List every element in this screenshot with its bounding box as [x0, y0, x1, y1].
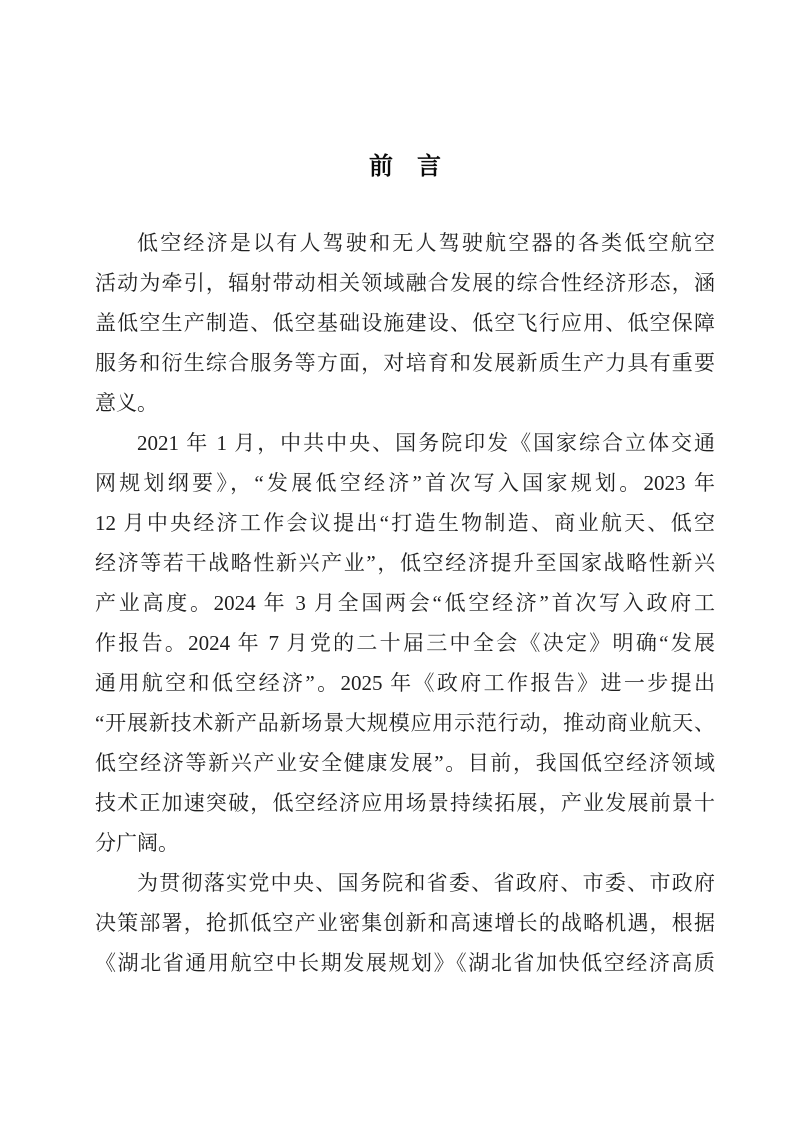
text-line: 低空经济等新兴产业安全健康发展”。目前，我国低空经济领域 — [95, 751, 715, 775]
text-line: 网规划纲要》，“发展低空经济”首次写入国家规划。2023 年 — [95, 471, 715, 495]
text-line: 《湖北省通用航空中长期发展规划》《湖北省加快低空经济高质 — [95, 951, 715, 975]
text-line: 低空经济是以有人驾驶和无人驾驶航空器的各类低空航空 — [137, 231, 715, 255]
text-line: 活动为牵引，辐射带动相关领域融合发展的综合性经济形态，涵 — [95, 271, 715, 295]
text-line: 意义。 — [95, 391, 158, 415]
text-line: 决策部署，抢抓低空产业密集创新和高速增长的战略机遇，根据 — [95, 911, 715, 935]
text-line: 12 月中央经济工作会议提出“打造生物制造、商业航天、低空 — [95, 511, 715, 535]
text-line: 分广阔。 — [95, 831, 179, 855]
text-line: 产业高度。2024 年 3 月全国两会“低空经济”首次写入政府工 — [95, 591, 715, 615]
text-line: 服务和衍生综合服务等方面，对培育和发展新质生产力具有重要 — [95, 351, 715, 375]
text-line: 经济等若干战略性新兴产业”，低空经济提升至国家战略性新兴 — [95, 551, 715, 575]
text-line: 盖低空生产制造、低空基础设施建设、低空飞行应用、低空保障 — [95, 311, 715, 335]
text-line: 通用航空和低空经济”。2025 年《政府工作报告》进一步提出 — [95, 671, 715, 695]
text-line: 技术正加速突破，低空经济应用场景持续拓展，产业发展前景十 — [95, 791, 715, 815]
text-line: “开展新技术新产品新场景大规模应用示范行动，推动商业航天、 — [95, 711, 715, 735]
text-line: 2021 年 1 月，中共中央、国务院印发《国家综合立体交通 — [137, 431, 715, 455]
text-line: 作报告。2024 年 7 月党的二十届三中全会《决定》明确“发展 — [95, 631, 715, 655]
document-body — [95, 223, 715, 983]
text-line: 为贯彻落实党中央、国务院和省委、省政府、市委、市政府 — [137, 871, 715, 895]
page-title: 前 言 — [369, 152, 441, 180]
